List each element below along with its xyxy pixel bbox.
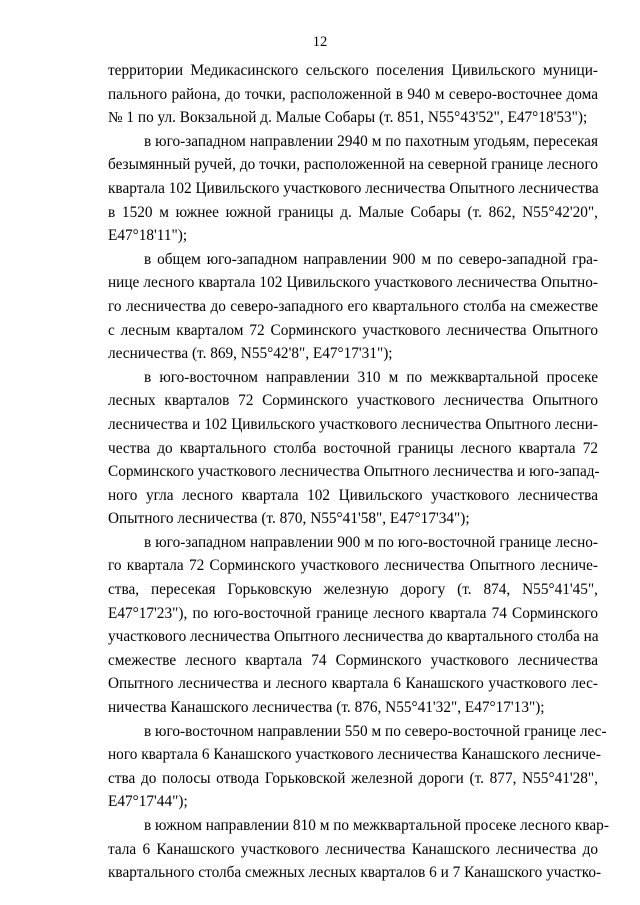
text-line: E47°17'44");: [108, 793, 188, 811]
text-line: смежестве лесного квартала 74 Сорминского участкового лесничества: [108, 651, 598, 669]
text-line: в общем юго-западном направлении 900 м по северо-западной гра-: [144, 250, 598, 268]
text-line: № 1 по ул. Вокзальной д. Малые Собары (т. 851, N55°43'52", E47°18'53");: [108, 109, 588, 127]
text-line: Опытного лесничества и лесного квартала 6 Канашского участкового лес-: [108, 675, 598, 693]
text-line: пального района, до точки, расположенной в 940 м северо-восточнее дома: [108, 85, 598, 103]
text-line: ства до полосы отвода Горьковской железной дороги (т. 877, N55°41'28",: [108, 769, 598, 787]
text-line: в юго-восточном направлении 310 м по межквартальной просеке: [144, 368, 598, 386]
text-line: квартального столба смежных лесных кварталов 6 и 7 Канашского участко-: [108, 864, 602, 882]
text-line: безымянный ручей, до точки, расположенной на северной границе лесного: [108, 156, 598, 174]
text-line: квартала 102 Цивильского участкового лесничества Опытного лесничества: [108, 179, 599, 197]
text-line: E47°17'23"), по юго-восточной границе лесного квартала 74 Сорминского: [108, 604, 598, 622]
document-body: [108, 59, 609, 885]
text-line: в юго-западном направлении 2940 м по пахотным угодьям, пересекая: [144, 132, 598, 150]
text-line: чества до квартального столба восточной границы лесного квартала 72: [108, 439, 598, 457]
text-line: в 1520 м южнее южной границы д. Малые Собары (т. 862, N55°42'20",: [108, 203, 598, 221]
text-line: го квартала 72 Сорминского участкового лесничества Опытного лесниче-: [108, 557, 598, 575]
text-line: территории Медикасинского сельского поселения Цивильского муници-: [108, 62, 598, 79]
text-line: с лесным кварталом 72 Сорминского участкового лесничества Опытного: [108, 321, 598, 339]
text-line: ного угла лесного квартала 102 Цивильского участкового лесничества: [108, 486, 598, 504]
text-line: Опытного лесничества (т. 870, N55°41'58", E47°17'34");: [108, 510, 470, 528]
text-line: в юго-западном направлении 900 м по юго-восточной границе лесно-: [144, 533, 598, 551]
text-line: Сорминского участкового лесничества Опытного лесничества и юго-запад-: [108, 463, 600, 481]
page-number: 12: [312, 34, 328, 50]
text-line: в юго-восточном направлении 550 м по северо-восточной границе лес-: [144, 722, 607, 740]
text-line: участкового лесничества Опытного лесничества до квартального столба на: [108, 628, 599, 646]
text-line: лесных кварталов 72 Сорминского участкового лесничества Опытного: [108, 392, 598, 410]
text-line: нице лесного квартала 102 Цивильского участкового лесничества Опытно-: [108, 274, 598, 292]
text-line: лесничества и 102 Цивильского участкового лесничества Опытного лесни-: [108, 415, 598, 433]
text-line: ного квартала 6 Канашского участкового лесничества Канашского лесниче-: [108, 746, 601, 764]
text-line: лесничества (т. 869, N55°42'8", E47°17'31");: [108, 345, 393, 363]
text-line: ства, пересекая Горьковскую железную дорогу (т. 874, N55°41'45",: [108, 581, 598, 599]
text-line: го лесничества до северо-западного его квартального столба на смежестве: [108, 297, 598, 315]
text-line: в южном направлении 810 м по межквартальной просеке лесного квар-: [144, 817, 609, 834]
text-line: тала 6 Канашского участкового лесничества Канашского лесничества до: [108, 840, 598, 858]
text-line: E47°18'11");: [108, 227, 188, 245]
text-line: ничества Канашского лесничества (т. 876, N55°41'32", E47°17'13");: [108, 699, 545, 717]
